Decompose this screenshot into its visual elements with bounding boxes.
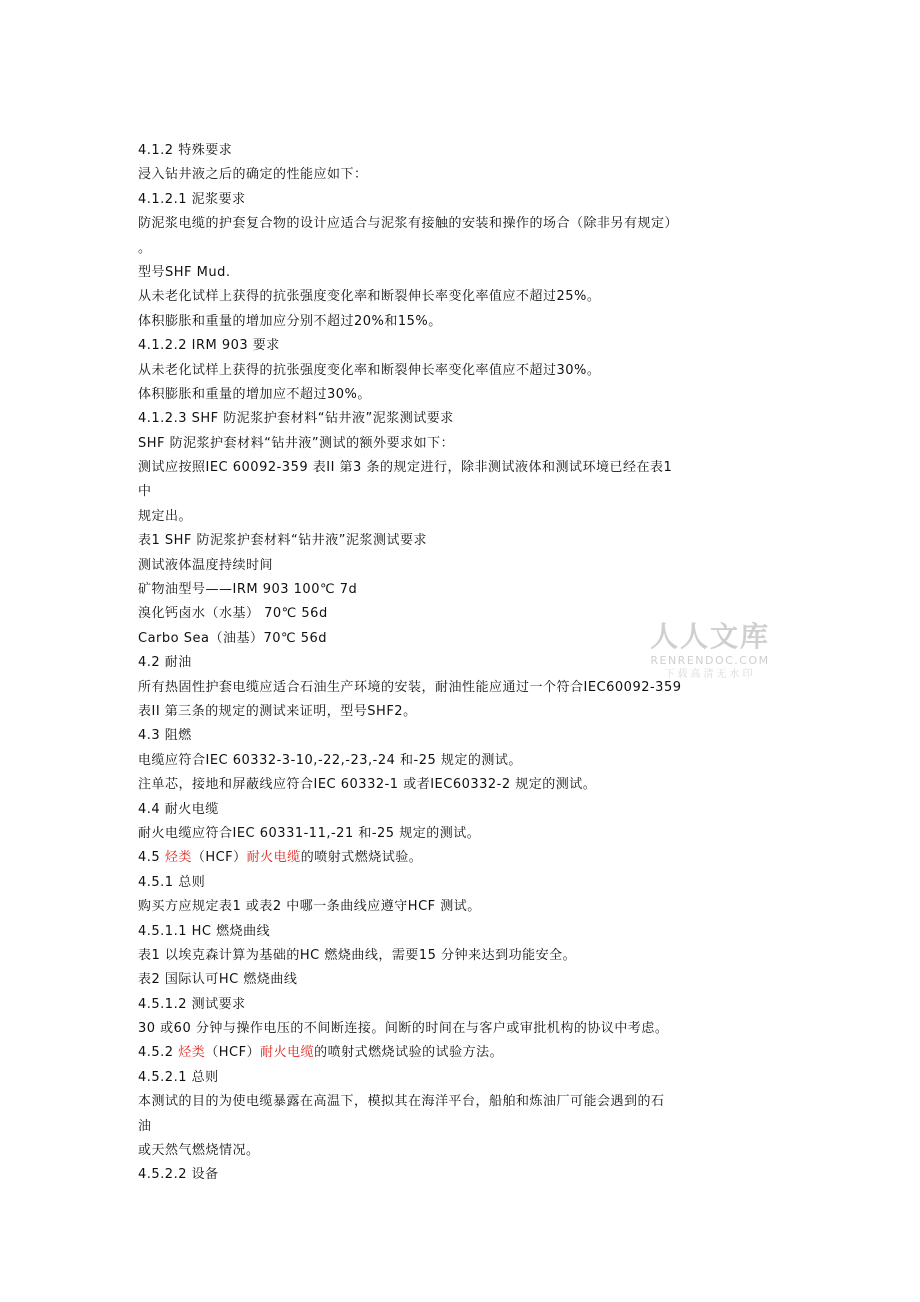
heading-4-1-2-2: 4.1.2.2 IRM 903 要求 bbox=[138, 338, 280, 354]
heading-text: （HCF） bbox=[191, 850, 247, 866]
heading-4-1-2-3: 4.1.2.3 SHF 防泥浆护套材料“钻井液”泥浆测试要求 bbox=[138, 411, 454, 427]
text-line: 30 或60 分钟与操作电压的不间断连接。间断的时间在与客户或审批机构的协议中考虑。 bbox=[138, 1021, 669, 1037]
highlight-text: 耐火电缆 bbox=[246, 850, 301, 866]
heading-number: 4.5.2 bbox=[138, 1045, 179, 1061]
text-line: 耐火电缆应符合IEC 60331-11,-21 和-25 规定的测试。 bbox=[138, 825, 481, 841]
table-header: 测试液体温度持续时间 bbox=[138, 557, 274, 573]
text-line: 浸入钻井液之后的确定的性能应如下： bbox=[138, 167, 368, 183]
heading-4-5 bbox=[138, 846, 788, 870]
text-line: 购买方应规定表1 或表2 中哪一条曲线应遵守HCF 测试。 bbox=[138, 899, 481, 915]
text-line: 防泥浆电缆的护套复合物的设计应适合与泥浆有接触的安装和操作的场合（除非另有规定） bbox=[138, 216, 679, 232]
table-row: Carbo Sea（油基）70℃ 56d bbox=[138, 630, 328, 646]
text-line: 表1 以埃克森计算为基础的HC 燃烧曲线，需要15 分钟来达到功能安全。 bbox=[138, 947, 577, 963]
heading-4-1-2-1: 4.1.2.1 泥浆要求 bbox=[138, 191, 246, 207]
text-line: 中 bbox=[138, 484, 152, 500]
heading-4-5-2 bbox=[138, 1041, 788, 1065]
text-line: 注单芯，接地和屏蔽线应符合IEC 60332-1 或者IEC60332-2 规定的测试。 bbox=[138, 777, 597, 793]
heading-4-3: 4.3 阻燃 bbox=[138, 728, 192, 744]
text-line: 从未老化试样上获得的抗张强度变化率和断裂伸长率变化率值应不超过25%。 bbox=[138, 289, 601, 305]
table-row: 溴化钙卤水（水基） 70℃ 56d bbox=[138, 606, 328, 622]
highlight-text: 烃类 bbox=[178, 1045, 206, 1061]
text-line: 表2 国际认可HC 燃烧曲线 bbox=[138, 972, 298, 988]
heading-4-2: 4.2 耐油 bbox=[138, 655, 192, 671]
heading-4-1-2: 4.1.2 特殊要求 bbox=[138, 143, 233, 158]
text-line: 油 bbox=[138, 1118, 152, 1134]
text-line: 电缆应符合IEC 60332-3-10,-22,-23,-24 和-25 规定的测试。 bbox=[138, 752, 522, 768]
heading-text: 的喷射式燃烧试验的试验方法。 bbox=[314, 1045, 504, 1061]
highlight-text: 烃类 bbox=[164, 850, 192, 866]
table-row: 矿物油型号——IRM 903 100℃ 7d bbox=[138, 582, 358, 598]
watermark-logo bbox=[645, 620, 775, 682]
heading-4-5-1-1: 4.5.1.1 HC 燃烧曲线 bbox=[138, 923, 271, 939]
text-line: 所有热固性护套电缆应适合石油生产环境的安装，耐油性能应通过一个符合IEC60092-359 bbox=[138, 679, 682, 695]
heading-4-5-1-2: 4.5.1.2 测试要求 bbox=[138, 996, 246, 1012]
text-line: 本测试的目的为使电缆暴露在高温下，模拟其在海洋平台，船舶和炼油厂可能会遇到的石 bbox=[138, 1094, 665, 1110]
heading-text: 的喷射式燃烧试验。 bbox=[300, 850, 423, 866]
text-line: 从未老化试样上获得的抗张强度变化率和断裂伸长率变化率值应不超过30%。 bbox=[138, 362, 601, 378]
watermark-subtitle: 下载高清无水印 bbox=[664, 669, 756, 680]
heading-number: 4.5 bbox=[138, 850, 165, 866]
text-line: 体积膨胀和重量的增加应不超过30%。 bbox=[138, 386, 371, 402]
heading-4-5-1: 4.5.1 总则 bbox=[138, 874, 206, 890]
heading-4-5-2-2: 4.5.2.2 设备 bbox=[138, 1167, 219, 1183]
watermark-url: RENRENDOC.COM bbox=[650, 654, 770, 667]
text-line: 型号SHF Mud. bbox=[138, 264, 231, 280]
text-line: 表II 第三条的规定的测试来证明，型号SHF2。 bbox=[138, 703, 417, 719]
highlight-text: 耐火电缆 bbox=[260, 1045, 315, 1061]
heading-4-4: 4.4 耐火电缆 bbox=[138, 801, 219, 817]
table-title: 表1 SHF 防泥浆护套材料“钻井液”泥浆测试要求 bbox=[138, 533, 428, 549]
text-line: 。 bbox=[138, 240, 152, 256]
heading-4-5-2-1: 4.5.2.1 总则 bbox=[138, 1069, 219, 1085]
heading-text: （HCF） bbox=[205, 1045, 261, 1061]
text-line: 或天然气燃烧情况。 bbox=[138, 1143, 260, 1159]
text-line: SHF 防泥浆护套材料“钻井液”测试的额外要求如下： bbox=[138, 435, 455, 451]
watermark-title: 人人文库 bbox=[649, 620, 770, 653]
text-line: 规定出。 bbox=[138, 508, 193, 524]
text-line: 体积膨胀和重量的增加应分别不超过20%和15%。 bbox=[138, 313, 442, 329]
text-line: 测试应按照IEC 60092-359 表II 第3 条的规定进行，除非测试液体和测试环境已经在表1 bbox=[138, 460, 673, 476]
